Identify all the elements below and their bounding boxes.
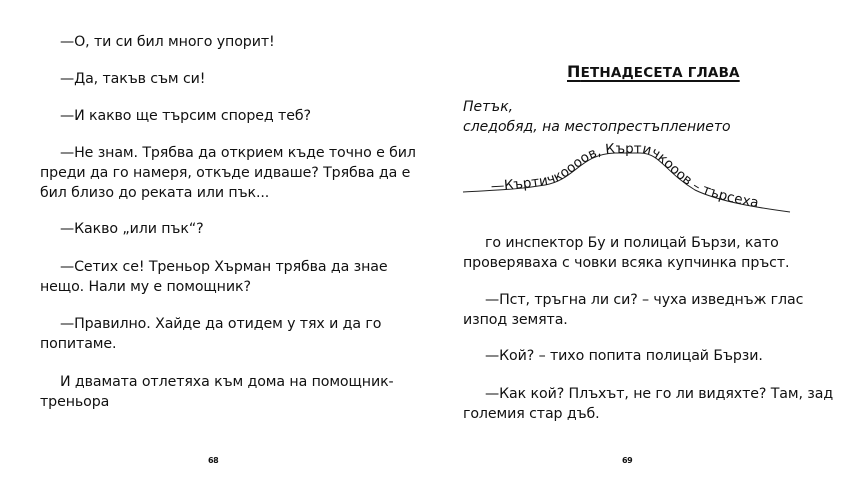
text-line: —Какво „или пък“? — [60, 221, 204, 237]
text-line: го инспектор Бу и полицай Бързи, като — [485, 235, 779, 251]
paragraph — [40, 143, 416, 203]
chapter-title-initial: П — [567, 62, 581, 81]
text-line: —Кой? – тихо попита полицай Бързи. — [485, 348, 763, 364]
text-line: —Пст, тръгна ли си? – чуха изведнъж глас — [485, 292, 804, 308]
paragraph — [463, 290, 803, 330]
subtitle-line: следобяд, на местопрестъплението — [463, 119, 731, 135]
wavy-text — [490, 141, 759, 211]
chapter-title-rest: ЕТНАДЕСЕТА ГЛАВА — [580, 65, 740, 81]
text-line: —Не знам. Трябва да открием къде точно е бил — [60, 145, 416, 161]
text-line: попитаме. — [40, 336, 117, 352]
paragraph — [40, 314, 381, 354]
text-line: —О, ти си бил много упорит! — [60, 34, 275, 50]
page-number-right: 69 — [622, 456, 633, 465]
paragraph — [60, 69, 205, 89]
text-line: големия стар дъб. — [463, 406, 600, 422]
text-line: —Да, такъв съм си! — [60, 71, 206, 87]
text-line: проверяваха с човки всяка купчинка пръст. — [463, 255, 790, 271]
text-line: —Сетих се! Треньор Хърман трябва да знае — [60, 259, 388, 275]
text-line: треньора — [40, 394, 110, 410]
text-line: изпод земята. — [463, 312, 568, 328]
paragraph — [463, 384, 833, 424]
text-line: И двамата отлетяха към дома на помощник- — [60, 374, 394, 390]
paragraph — [463, 233, 789, 273]
text-line: —Правилно. Хайде да отидем у тях и да го — [60, 316, 382, 332]
paragraph — [40, 257, 387, 297]
text-line: —Как кой? Плъхът, не го ли видяхте? Там, зад — [485, 386, 834, 402]
text-line: нещо. Нали му е помощник? — [40, 279, 251, 295]
subtitle-line: Петък, — [463, 99, 514, 115]
page-number-left: 68 — [208, 456, 219, 465]
paragraph — [60, 106, 311, 126]
paragraph — [40, 372, 394, 412]
text-line: преди да го намеря, откъде идваше? Трябва да е — [40, 165, 411, 181]
wavy-text-illustration — [455, 140, 800, 230]
chapter-subtitle — [463, 97, 731, 137]
paragraph — [60, 219, 204, 239]
text-line: бил близо до реката или пък... — [40, 185, 270, 201]
text-line: —И какво ще търсим според теб? — [60, 108, 311, 124]
paragraph — [60, 32, 275, 52]
chapter-title — [567, 62, 740, 81]
paragraph — [485, 346, 763, 366]
wavy-text-path: —Къртичкоооов, Къртичкооов – търсеха — [490, 140, 760, 212]
